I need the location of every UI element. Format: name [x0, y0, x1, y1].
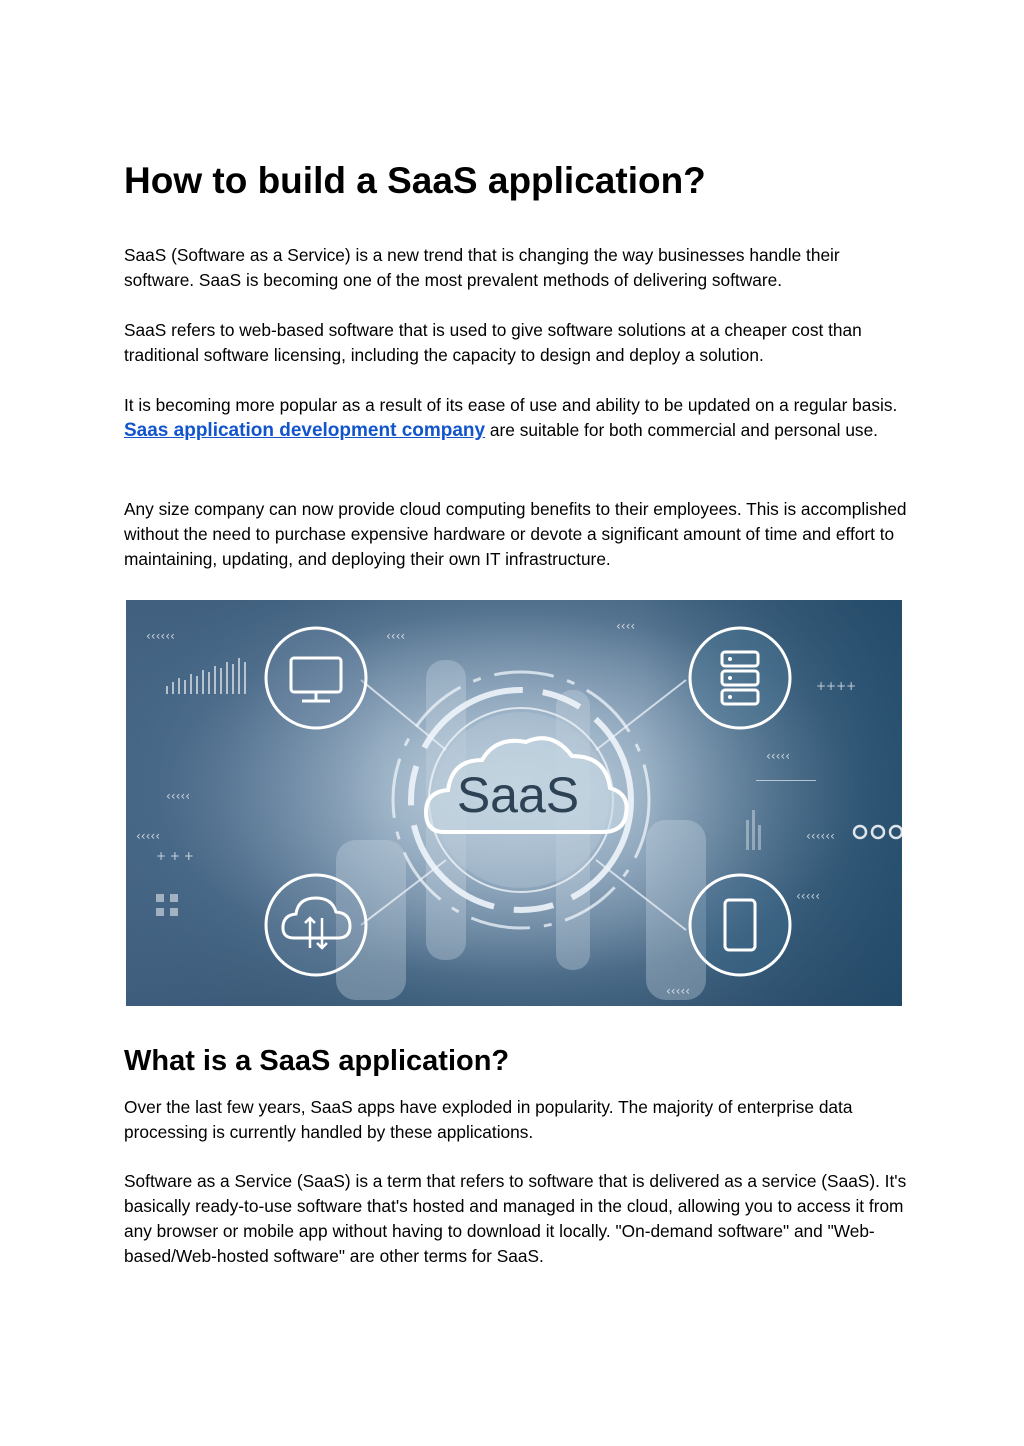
cloud-sync-icon [266, 875, 366, 975]
saas-company-link[interactable]: Saas application development company [124, 420, 486, 441]
svg-text:‹‹‹‹‹‹: ‹‹‹‹‹‹ [806, 829, 835, 843]
section-heading: What is a SaaS application? [124, 1045, 510, 1077]
server-icon [690, 628, 790, 728]
company-size-paragraph: Any size company can now provide cloud computing benefits to their employees. This is accomplished without the need to purchase expensive hardware or devote a significant amount of time and effort to maintaining, updating, and deploying their own IT infrastructure. [124, 499, 907, 569]
section-paragraph-2: Software as a Service (SaaS) is a term that refers to software that is delivered as a service (SaaS). It's basically ready-to-use software that's hosted and managed in the cloud, allowing you to access it from any browser or mobile app without having to download it locally. "On-demand software" and "Web-based/Web-hosted software" are other terms for SaaS. [124, 1171, 907, 1266]
svg-text:‹‹‹‹‹: ‹‹‹‹‹ [136, 829, 160, 843]
svg-text:‹‹‹‹‹: ‹‹‹‹‹ [666, 984, 690, 998]
saas-label: SaaS [456, 767, 580, 823]
svg-text:‹‹‹‹‹: ‹‹‹‹‹ [796, 889, 820, 903]
popularity-paragraph [124, 393, 914, 443]
smartphone-icon [690, 875, 790, 975]
svg-text:‹‹‹‹: ‹‹‹‹ [386, 629, 406, 643]
svg-text:‹‹‹‹‹: ‹‹‹‹‹ [766, 749, 790, 763]
svg-text:++++: ++++ [816, 679, 857, 693]
saas-hero-image [126, 600, 902, 1006]
monitor-icon [266, 628, 366, 728]
popularity-text-start: It is becoming more popular as a result of its ease of use and ability to be updated on a regular basis. [124, 395, 898, 415]
page-title: How to build a SaaS application? [124, 160, 706, 201]
svg-text:‹‹‹‹‹: ‹‹‹‹‹ [166, 789, 190, 803]
svg-text:+ + +: + + + [156, 849, 194, 863]
svg-text:‹‹‹‹‹‹: ‹‹‹‹‹‹ [146, 629, 175, 643]
section-paragraph-1: Over the last few years, SaaS apps have exploded in popularity. The majority of enterprise data processing is currently handled by these applications. [124, 1097, 853, 1142]
svg-text:‹‹‹‹: ‹‹‹‹ [616, 619, 636, 633]
definition-paragraph: SaaS refers to web-based software that is used to give software solutions at a cheaper cost than traditional software licensing, including the capacity to design and deploy a solution. [124, 320, 862, 365]
popularity-text-end: are suitable for both commercial and personal use. [485, 420, 878, 440]
intro-paragraph: SaaS (Software as a Service) is a new trend that is changing the way businesses handle their software. SaaS is becoming one of the most prevalent methods of delivering software. [124, 245, 840, 290]
